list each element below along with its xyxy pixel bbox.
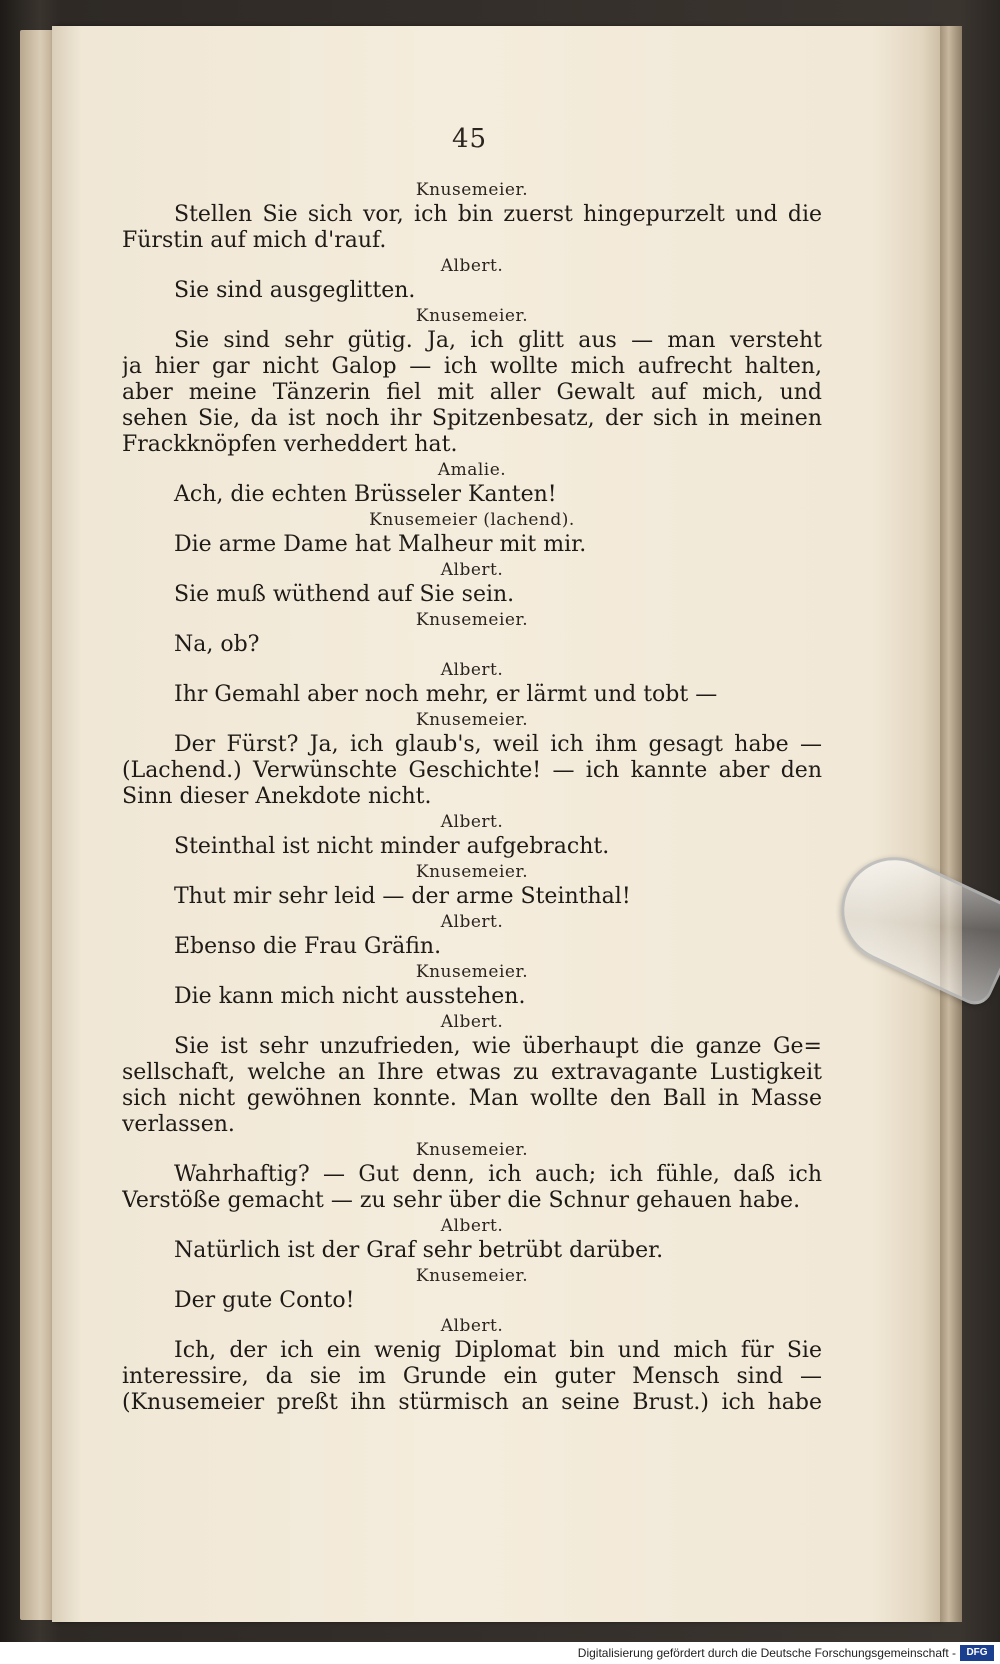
text-line: Thut mir sehr leid — der arme Steinthal! (174, 884, 631, 909)
speaker-name: Albert. (440, 1216, 504, 1236)
text-line: Wahrhaftig? — Gut denn, ich auch; ich fühle, daß ich (174, 1162, 822, 1187)
dfg-logo: DFG (960, 1645, 994, 1661)
speaker-name: Albert. (440, 660, 504, 680)
funding-notice: Digitalisierung gefördert durch die Deutsche Forschungsgemeinschaft - (577, 1646, 956, 1660)
text-line: aber meine Tänzerin fiel mit aller Gewalt auf mich, und (122, 380, 822, 405)
text-line: sehen Sie, da ist noch ihr Spitzenbesatz, der sich in meinen (122, 406, 822, 431)
speaker-name: Albert. (440, 912, 504, 932)
text-line: Sie sind sehr gütig. Ja, ich glitt aus — man versteht (174, 328, 822, 353)
text-line: Der Fürst? Ja, ich glaub's, weil ich ihm gesagt habe — (174, 732, 822, 757)
footer-bar (0, 1642, 1000, 1664)
speaker-name: Knusemeier. (415, 180, 529, 200)
text-line: interessire, da sie im Grunde ein guter Mensch sind — (122, 1364, 822, 1389)
text-line: Die arme Dame hat Malheur mit mir. (174, 532, 587, 557)
text-line: sellschaft, welche an Ihre etwas zu extravagante Lustigkeit (122, 1060, 822, 1085)
page-stack-edge (940, 26, 962, 1622)
speaker-name: Knusemeier. (415, 610, 529, 630)
speaker-name: Knusemeier. (415, 710, 529, 730)
text-line: Die kann mich nicht ausstehen. (174, 984, 526, 1009)
text-line: Ach, die echten Brüsseler Kanten! (174, 482, 557, 507)
speaker-name: Knusemeier. (415, 1266, 529, 1286)
text-line: Frackknöpfen verheddert hat. (122, 432, 458, 457)
speaker-name: Amalie. (437, 460, 507, 480)
text-line: (Knusemeier preßt ihn stürmisch an seine Brust.) ich habe (122, 1390, 822, 1415)
speaker-name: Albert. (440, 256, 504, 276)
text-line: Ihr Gemahl aber noch mehr, er lärmt und tobt — (174, 682, 718, 707)
text-line: (Lachend.) Verwünschte Geschichte! — ich kannte aber den (122, 758, 822, 783)
previous-page-edge (20, 30, 54, 1620)
speaker-name: Albert. (440, 1316, 504, 1336)
text-line: Stellen Sie sich vor, ich bin zuerst hingepurzelt und die (174, 202, 822, 227)
speaker-name: Albert. (440, 1012, 504, 1032)
text-line: Fürstin auf mich d'rauf. (122, 228, 387, 253)
text-line: Sie ist sehr unzufrieden, wie überhaupt die ganze Ge= (174, 1034, 822, 1059)
text-line: verlassen. (122, 1112, 235, 1137)
page-number: 45 (452, 124, 488, 154)
text-line: Natürlich ist der Graf sehr betrübt darüber. (174, 1238, 664, 1263)
text-line: Sinn dieser Anekdote nicht. (122, 784, 432, 809)
text-line: Steinthal ist nicht minder aufgebracht. (174, 834, 610, 859)
text-line: Sie muß wüthend auf Sie sein. (174, 582, 515, 607)
speaker-name: Knusemeier. (415, 962, 529, 982)
text-line: Der gute Conto! (174, 1288, 355, 1313)
text-line: sich nicht gewöhnen konnte. Man wollte den Ball in Masse (122, 1086, 822, 1111)
speaker-name: Albert. (440, 560, 504, 580)
speaker-name: Knusemeier. (415, 862, 529, 882)
text-line: ja hier gar nicht Galop — ich wollte mich aufrecht halten, (122, 354, 822, 379)
speaker-name: Knusemeier (lachend). (369, 510, 575, 530)
text-line: Sie sind ausgeglitten. (174, 278, 416, 303)
text-line: Ebenso die Frau Gräfin. (174, 934, 442, 959)
text-line: Ich, der ich ein wenig Diplomat bin und mich für Sie (174, 1338, 822, 1363)
text-line: Na, ob? (174, 632, 260, 657)
speaker-name: Albert. (440, 812, 504, 832)
page-text (122, 178, 822, 1416)
speaker-name: Knusemeier. (415, 306, 529, 326)
speaker-name: Knusemeier. (415, 1140, 529, 1160)
text-line: Verstöße gemacht — zu sehr über die Schnur gehauen habe. (122, 1188, 801, 1213)
